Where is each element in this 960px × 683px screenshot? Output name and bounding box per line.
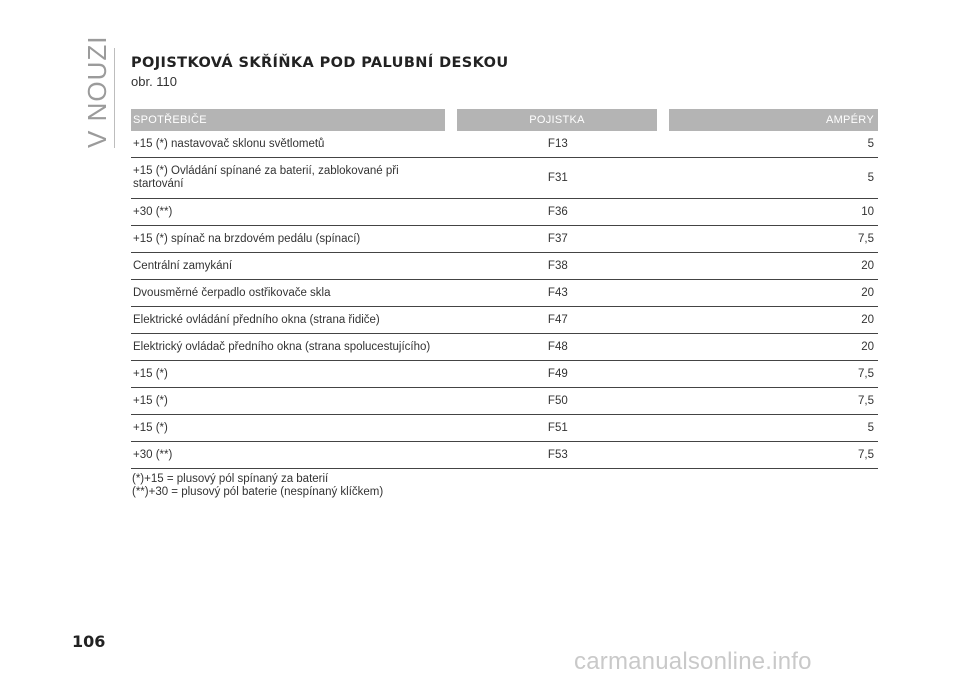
footnote-single-asterisk: (*)+15 = plusový pól spínaný za baterií [132,473,329,485]
table-row [131,442,878,469]
amps-cell: 7,5 [858,395,874,407]
consumer-cell: +15 (*) Ovládání spínané za baterií, zablokované při startování [133,165,399,190]
section-label-text: V NOUZI [82,35,112,148]
fuse-cell: F37 [547,233,568,245]
consumer-cell: +15 (*) [133,367,168,380]
consumer-cell: +30 (**) [133,205,173,218]
table-row [131,199,878,226]
consumer-cell: +15 (*) spínač na brzdovém pedálu (spínací) [133,232,361,245]
fuse-cell: F31 [547,172,568,184]
table-row [131,388,878,415]
fuse-cell: F49 [547,368,568,380]
consumer-cell: Dvousměrné čerpadlo ostřikovače skla [133,286,331,299]
table-row [131,361,878,388]
fuse-cell: F48 [547,341,568,353]
header-amperes: AMPÉRY [669,109,878,131]
footnotes [132,473,383,499]
amps-cell: 7,5 [858,449,874,461]
table-row [131,415,878,442]
fuse-cell: F50 [547,395,568,407]
fuse-cell: F47 [547,314,568,326]
table-row [131,334,878,361]
table-row [131,226,878,253]
amps-cell: 10 [861,206,874,218]
consumer-cell: Centrální zamykání [133,259,233,272]
consumer-cell: +30 (**) [133,448,173,461]
section-divider [114,48,115,148]
table-row [131,253,878,280]
consumer-cell: Elektrický ovládač předního okna (strana spolucestujícího) [133,340,431,353]
watermark: carmanualsonline.info [574,648,812,675]
header-consumers: SPOTŘEBIČE [131,109,445,131]
header-fuse: POJISTKA [457,109,657,131]
consumer-cell: +15 (*) [133,421,168,434]
amps-cell: 20 [861,341,874,353]
table-header [131,109,878,131]
fuse-cell: F51 [547,422,568,434]
page-number: 106 [72,632,106,651]
table-row [131,280,878,307]
footnote-double-asterisk: (**)+30 = plusový pól baterie (nespínaný klíčkem) [132,486,384,498]
amps-cell: 20 [861,287,874,299]
page-title: POJISTKOVÁ SKŘÍŇKA POD PALUBNÍ DESKOU [131,55,509,71]
consumer-cell: +15 (*) [133,394,168,407]
consumer-cell: +15 (*) nastavovač sklonu světlometů [133,137,325,150]
amps-cell: 5 [867,172,874,184]
fuse-table [131,109,878,469]
table-row [131,307,878,334]
amps-cell: 7,5 [858,368,874,380]
table-row [131,131,878,158]
fuse-cell: F43 [547,287,568,299]
table-row [131,158,878,199]
section-label [82,35,116,148]
amps-cell: 5 [867,422,874,434]
consumer-cell: Elektrické ovládání předního okna (strana řidiče) [133,313,380,326]
figure-reference: obr. 110 [131,74,178,89]
amps-cell: 20 [861,260,874,272]
fuse-cell: F53 [547,449,568,461]
amps-cell: 7,5 [858,233,874,245]
fuse-cell: F36 [547,206,568,218]
amps-cell: 5 [867,138,874,150]
fuse-cell: F13 [547,138,568,150]
amps-cell: 20 [861,314,874,326]
fuse-cell: F38 [547,260,568,272]
